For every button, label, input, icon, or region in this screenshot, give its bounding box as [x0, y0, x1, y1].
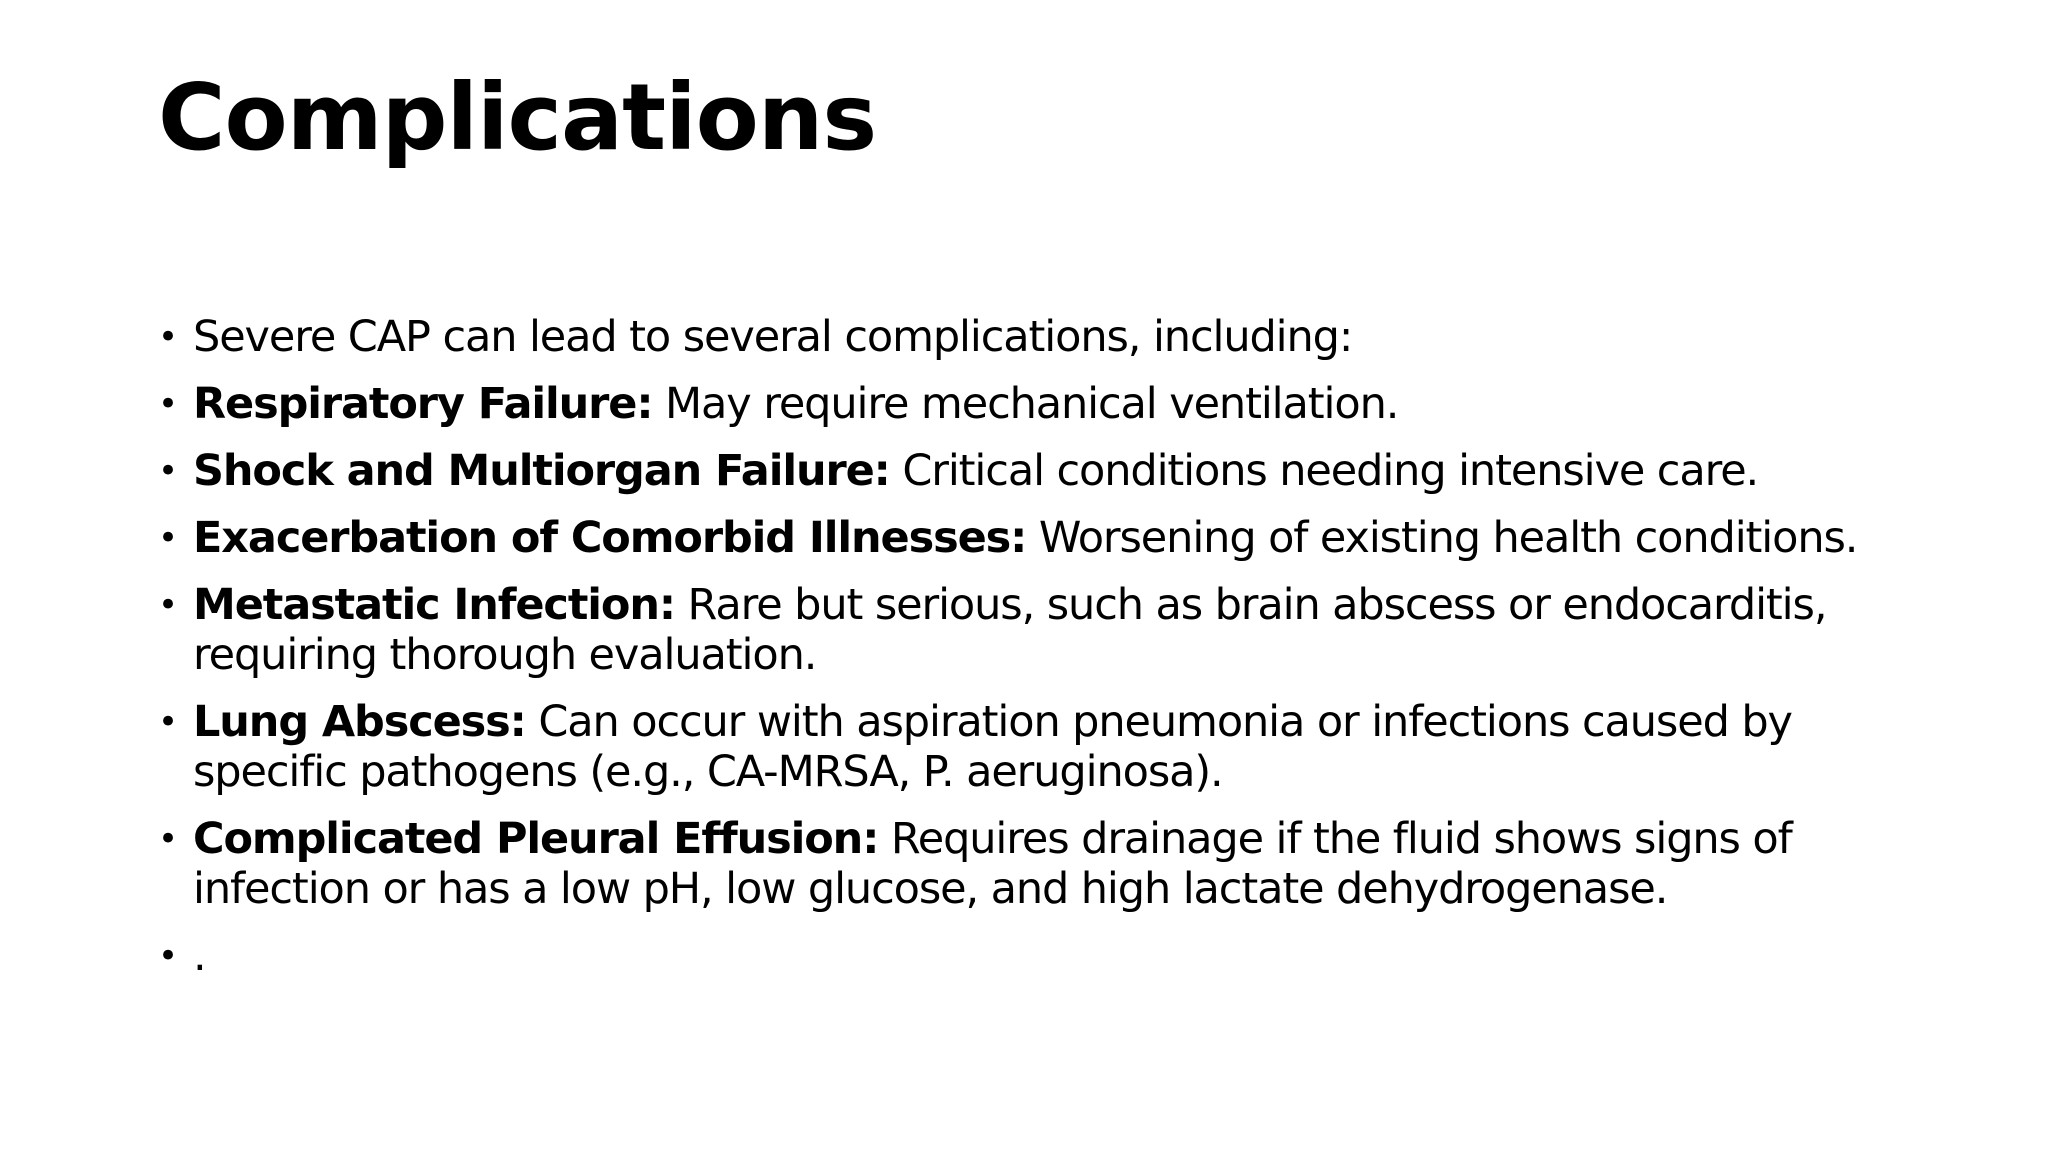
bullet-term: Lung Abscess:: [193, 697, 526, 747]
slide-title: Complications: [158, 64, 877, 171]
bullet-text: .: [193, 931, 206, 981]
bullet-dot-icon: •: [158, 819, 177, 859]
bullet-item: [158, 580, 1918, 680]
bullet-dot-icon: •: [158, 317, 177, 357]
bullet-item: [158, 513, 1918, 563]
bullet-text: Worsening of existing health conditions.: [1026, 513, 1858, 563]
bullet-text: Severe CAP can lead to several complications, including:: [193, 312, 1353, 362]
bullet-dot-icon: •: [158, 451, 177, 491]
bullet-item: [158, 446, 1918, 496]
bullet-item: [158, 312, 1918, 362]
bullet-text: Requires drainage if the fluid shows signs of infection or has a low pH, low glucose, and high lactate dehydrogenase.: [193, 814, 1792, 914]
bullet-term: Shock and Multiorgan Failure:: [193, 446, 890, 496]
bullet-item: [158, 931, 1918, 981]
bullet-term: Metastatic Infection:: [193, 580, 675, 630]
bullet-term: Respiratory Failure:: [193, 379, 653, 429]
bullet-term: Exacerbation of Comorbid Illnesses:: [193, 513, 1027, 563]
bullet-dot-icon: •: [158, 702, 177, 742]
bullet-dot-icon: •: [158, 384, 177, 424]
bullet-text: Rare but serious, such as brain abscess or endocarditis, requiring thorough evaluation.: [193, 580, 1827, 680]
bullet-text: May require mechanical ventilation.: [652, 379, 1399, 429]
bullet-text: Can occur with aspiration pneumonia or infections caused by specific pathogens (e.g., CA-MRSA, P. aeruginosa).: [193, 697, 1792, 797]
bullet-dot-icon: •: [158, 936, 177, 976]
bullet-list: [158, 312, 1918, 998]
bullet-item: [158, 379, 1918, 429]
bullet-item: [158, 814, 1918, 914]
bullet-item: [158, 697, 1918, 797]
bullet-dot-icon: •: [158, 518, 177, 558]
bullet-term: Complicated Pleural Effusion:: [193, 814, 879, 864]
bullet-text: Critical conditions needing intensive care.: [889, 446, 1759, 496]
bullet-dot-icon: •: [158, 585, 177, 625]
